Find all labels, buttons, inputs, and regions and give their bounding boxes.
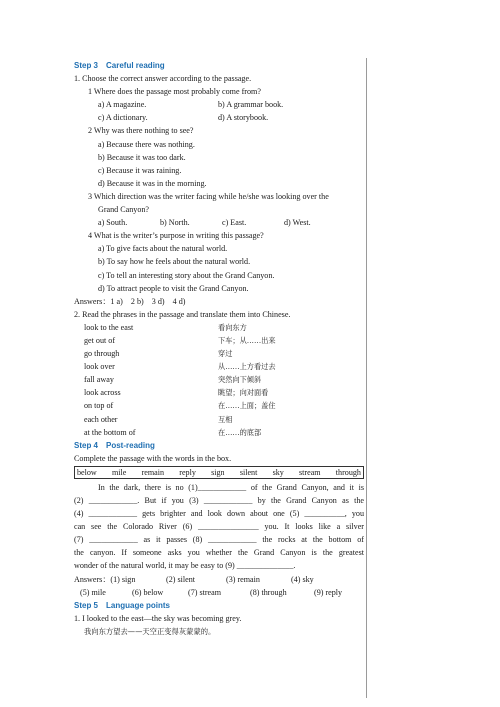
word: sky xyxy=(272,467,284,477)
word: silent xyxy=(239,467,258,477)
step4-answers-row2: (5) mile (6) below (7) stream (8) through (9) reply xyxy=(80,587,343,597)
passage-line: the canyon. If someone asks you whether the Grand Canyon is the greatest xyxy=(74,548,364,558)
question-1-options-cd xyxy=(74,111,364,124)
phrase-row: get out of 下车；从……出来 xyxy=(84,335,276,345)
phrase-row: look to the east 看向东方 xyxy=(84,322,247,332)
column-divider xyxy=(366,58,367,698)
word: sign xyxy=(211,467,225,477)
question-4: 4 What is the writer’s purpose in writing this passage? xyxy=(88,231,264,241)
phrase-row: each other 互相 xyxy=(84,414,233,424)
passage-line: (4) ____________ gets brighter and look down about one (5) __________, you xyxy=(74,509,364,519)
phrase-row: at the bottom of 在……的底部 xyxy=(84,427,262,437)
word: below xyxy=(77,467,97,477)
phrase-row: on top of 在……上面；盖住 xyxy=(84,401,276,411)
option: c) Because it was raining. xyxy=(98,165,182,175)
option: d) A storybook. xyxy=(218,113,269,123)
option: a) South. xyxy=(98,218,128,228)
option: b) To say how he feels about the natural world. xyxy=(98,257,251,267)
word: reply xyxy=(179,467,196,477)
step5-title: Step 5 Language points xyxy=(74,600,171,610)
worksheet xyxy=(74,59,364,638)
phrase-row: look across 眺望；向对面看 xyxy=(84,388,269,398)
option: c) A dictionary. xyxy=(98,113,148,123)
question-1: 1 Where does the passage most probably come from? xyxy=(88,87,261,97)
step3-title: Step 3 Careful reading xyxy=(74,61,165,70)
step3-task2: 2. Read the phrases in the passage and translate them into Chinese. xyxy=(74,309,291,319)
passage-line: (7) ____________ as it passes (8) ____________ the rocks at the bottom of xyxy=(74,535,364,545)
option: a) A magazine. xyxy=(98,100,147,110)
option: a) Because there was nothing. xyxy=(98,139,195,149)
option: d) Because it was in the morning. xyxy=(98,178,207,188)
step4-task: Complete the passage with the words in the box. xyxy=(74,453,232,463)
phrase-row: fall away 突然向下倾斜 xyxy=(84,375,262,385)
question-3-cont: Grand Canyon? xyxy=(98,205,150,215)
word: stream xyxy=(299,467,321,477)
step3-answers: Answers：1 a) 2 b) 3 d) 4 d) xyxy=(74,296,186,306)
word: through xyxy=(335,467,361,477)
question-3-options xyxy=(74,216,364,229)
option: d) To attract people to visit the Grand Canyon. xyxy=(98,283,249,293)
word: mile xyxy=(111,467,127,477)
passage-line: can see the Colorado River (6) _______________ you. It looks like a silver xyxy=(74,522,364,532)
step3-task1: 1. Choose the correct answer according to the passage. xyxy=(74,74,252,84)
word-box xyxy=(74,466,364,479)
option: b) North. xyxy=(160,218,190,228)
step4-answers-row1: Answers：(1) sign (2) silent (3) remain (4) sky xyxy=(74,574,314,584)
option: d) West. xyxy=(284,218,311,228)
option: b) A grammar book. xyxy=(218,100,284,110)
step5-item1: 1. I looked to the east—the sky was becoming grey. xyxy=(74,613,242,623)
passage-line: wonder of the natural world, it may be easy to (9) ______________. xyxy=(74,561,296,571)
phrase-row: go through 穿过 xyxy=(84,349,233,359)
word: remain xyxy=(141,467,165,477)
phrase-row: look over 从……上方看过去 xyxy=(84,362,276,372)
passage-line: (2) ____________. But if you (3) ____________ by the Grand Canyon as the xyxy=(74,496,364,505)
passage-line: In the dark, there is no (1)____________ of the Grand Canyon, and it is xyxy=(98,482,364,492)
step5-item1-translation: 我向东方望去——天空正变得灰蒙蒙的。 xyxy=(84,626,216,636)
step4-title: Step 4 Post-reading xyxy=(74,440,155,450)
option: c) East. xyxy=(222,218,247,228)
question-3: 3 Which direction was the writer facing while he/she was looking over the xyxy=(88,191,329,201)
question-2: 2 Why was there nothing to see? xyxy=(88,126,194,136)
question-1-options-ab xyxy=(74,98,364,111)
option: a) To give facts about the natural world. xyxy=(98,244,228,254)
option: b) Because it was too dark. xyxy=(98,152,186,162)
option: c) To tell an interesting story about the Grand Canyon. xyxy=(98,270,275,280)
